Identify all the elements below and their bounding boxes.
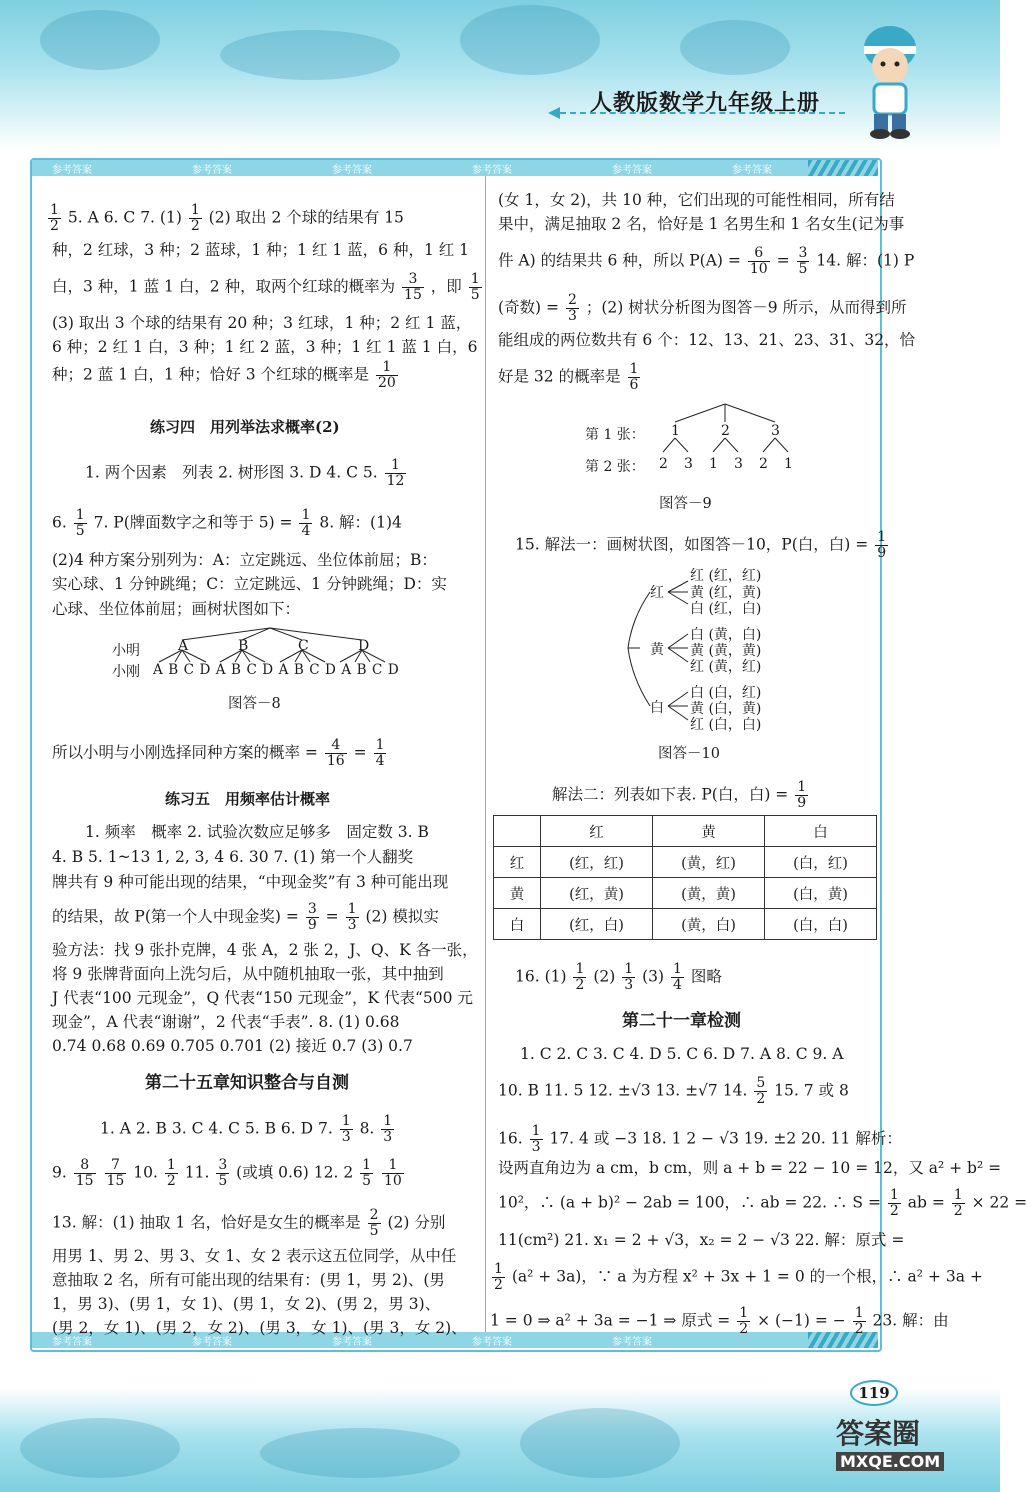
- answer-line: 16. (1) $\frac{1}{2}$ (2) $\frac{1}{3}$ (3) $\frac{1}{4}$ 图略: [515, 961, 722, 993]
- answer-line: 13. 解：(1) 抽取 1 名，恰好是女生的概率是 $\frac{2}{5}$ (2) 分别: [52, 1207, 446, 1239]
- table-cell: (黄，红): [653, 847, 765, 878]
- chapter-heading: 第二十五章知识整合与自测: [145, 1073, 349, 1093]
- fraction: $\frac{1}{2}$: [854, 1305, 864, 1337]
- tree-leaf: 黄 (白，黄): [690, 701, 762, 717]
- strip-label: 参考答案: [192, 1337, 232, 1348]
- tree-node: 1: [671, 423, 680, 439]
- tree-node: 3: [771, 423, 780, 439]
- column-divider: [485, 176, 486, 1332]
- tree-row-label: 小明: [112, 643, 140, 659]
- page-number: 119: [850, 1380, 898, 1406]
- answer-line: 将 9 张牌背面向上洗匀后，从中随机抽取一张，其中抽到: [52, 965, 444, 983]
- tree-row-label: 第 1 张：: [585, 427, 645, 443]
- fraction: $\frac{1}{4}$: [375, 737, 385, 769]
- answer-line: 1. A 2. B 3. C 4. C 5. B 6. D 7. $\frac{1}{3}$ 8. $\frac{1}{3}$: [100, 1113, 393, 1145]
- table-row-header: 黄: [494, 878, 541, 909]
- answer-line: 4. B 5. 1~13 1, 2, 3, 4 6. 30 7. (1) 第一个人翻奖: [52, 848, 414, 866]
- mascot-icon: [850, 20, 930, 140]
- tree-node: D: [358, 638, 370, 654]
- answer-line: 白，3 种，1 蓝 1 白，2 种，取两个红球的概率为 $\frac{3}{15}$ ，即 $\frac{1}{5}$: [52, 271, 480, 303]
- tree-leaf: 黄 (红，黄): [690, 585, 762, 601]
- tree-node: 2: [759, 456, 768, 472]
- fraction: $\frac{1}{4}$: [673, 961, 682, 993]
- table-row: [494, 878, 877, 909]
- tree-row-label: 第 2 张：: [585, 459, 645, 475]
- answer-line: 现金”，A 代表“谢谢”，2 代表“手表”. 8. (1) 0.68: [52, 1013, 400, 1031]
- table-cell: (黄，白): [653, 909, 765, 940]
- tree-leaf: 黄 (黄，黄): [690, 643, 762, 659]
- fraction: $\frac{8}{15}$: [75, 1157, 94, 1189]
- section-heading: 练习四 用列举法求概率(2): [150, 418, 340, 436]
- watermark-url: MXQE.COM: [836, 1452, 944, 1471]
- tree-leaf: 白 (红，白): [690, 601, 762, 617]
- tree-node: 2: [659, 456, 668, 472]
- table-row-header: 白: [494, 909, 541, 940]
- tree-node: A: [178, 638, 189, 654]
- strip-label: 参考答案: [52, 165, 92, 176]
- tree-node: 3: [684, 456, 693, 472]
- table-header-cell: 黄: [653, 816, 765, 847]
- fraction: $\frac{1}{5}$: [75, 507, 85, 539]
- section-heading: 练习五 用频率估计概率: [165, 790, 331, 808]
- answer-line: 件 A) 的结果共 6 种，所以 P(A) = $\frac{6}{10}$ = $\frac{3}{5}$ 14. 解：(1) P: [498, 245, 915, 277]
- fraction: $\frac{3}{15}$: [404, 271, 422, 303]
- strip-label: 参考答案: [332, 1337, 372, 1348]
- table-cell: (红，黄): [541, 878, 653, 909]
- chapter-heading: 第二十一章检测: [622, 1011, 741, 1031]
- fraction: $\frac{1}{2}$: [889, 1187, 899, 1219]
- tree-node: B: [238, 638, 249, 654]
- watermark: [836, 1412, 944, 1471]
- fraction: $\frac{1}{5}$: [362, 1157, 372, 1189]
- answer-line: $\frac{1}{2}$ 5. A 6. C 7. (1) $\frac{1}{2}$ (2) 取出 2 个球的结果有 15: [50, 202, 404, 234]
- fraction: $\frac{1}{2}$: [166, 1157, 176, 1189]
- fraction: $\frac{1}{3}$: [383, 1113, 393, 1145]
- tree-node: 红: [650, 585, 664, 601]
- fraction: $\frac{1}{12}$: [386, 457, 405, 489]
- page-title: 人教版数学九年级上册: [590, 90, 821, 116]
- tree-node: 白: [650, 700, 664, 716]
- fraction: $\frac{1}{5}$: [470, 271, 480, 303]
- fraction: $\frac{1}{10}$: [384, 1157, 402, 1189]
- answer-line: 6 种；2 红 1 白，3 种；1 红 2 蓝，3 种；1 红 1 蓝 1 白，6: [52, 338, 478, 356]
- fraction: $\frac{1}{3}$: [347, 901, 357, 933]
- answer-line: 9. $\frac{8}{15}$ $\frac{7}{15}$ 10. $\frac{1}{2}$ 11. $\frac{3}{5}$ (或填 0.6) 12. 2 $\frac{1}{5}$ $\frac{1}{10}$: [52, 1157, 402, 1189]
- answer-line: 好是 32 的概率是 $\frac{1}{6}$: [498, 361, 639, 393]
- fraction: $\frac{4}{16}$: [326, 737, 345, 769]
- fraction: $\frac{1}{20}$: [377, 359, 396, 391]
- answer-line: $\frac{1}{2}$ (a² + 3a)，∵ a 为方程 x² + 3x + 1 = 0 的一个根，∴ a² + 3a +: [494, 1261, 983, 1293]
- fraction: $\frac{1}{3}$: [341, 1113, 351, 1145]
- tree-leaf: 白 (黄，白): [690, 627, 762, 643]
- answer-line: 0.74 0.68 0.69 0.705 0.701 (2) 接近 0.7 (3) 0.7: [52, 1037, 413, 1055]
- table-cell: (白，黄): [765, 878, 877, 909]
- answer-line: 用男 1、男 2、男 3、女 1、女 2 表示这五位同学，从中任: [52, 1247, 457, 1265]
- tree-leaves: A B C D A B C D A B C D A B C D: [153, 662, 400, 678]
- strip-label: 参考答案: [52, 1337, 92, 1348]
- table-cell: (红，白): [541, 909, 653, 940]
- figure-caption: 图答－9: [659, 496, 712, 512]
- tree-node: 3: [734, 456, 743, 472]
- table-cell: (白，红): [765, 847, 877, 878]
- tree-node: 2: [721, 423, 730, 439]
- strip-label: 参考答案: [472, 1337, 512, 1348]
- table-header-row: [494, 816, 877, 847]
- table-cell: (白，白): [765, 909, 877, 940]
- watermark-text: 答案圈: [836, 1417, 921, 1450]
- answer-line: 解法二：列表如下表. P(白，白) = $\frac{1}{9}$: [552, 779, 807, 811]
- answer-line: 15. 解法一：画树状图，如图答－10，P(白，白) = $\frac{1}{9}$: [515, 529, 887, 561]
- tree-node: C: [298, 638, 309, 654]
- fraction: $\frac{1}{9}$: [797, 779, 807, 811]
- answer-line: 1. 频率 概率 2. 试验次数应足够多 固定数 3. B: [85, 823, 429, 841]
- fraction: $\frac{1}{9}$: [877, 529, 887, 561]
- table-row: [494, 847, 877, 878]
- answer-line: 16. $\frac{1}{3}$ 17. 4 或 −3 18. 1 2 − √3 19. ±2 20. 11 解析：: [498, 1123, 902, 1155]
- tree-leaf: 白 (白，红): [690, 685, 762, 701]
- table-cell: (红，红): [541, 847, 653, 878]
- fraction: $\frac{1}{2}$: [190, 202, 200, 234]
- table-header-cell: 白: [765, 816, 877, 847]
- fraction: $\frac{1}{2}$: [494, 1261, 503, 1293]
- answer-line: (奇数) = $\frac{2}{3}$ ；(2) 树状分析图为图答－9 所示，从而得到所: [498, 292, 907, 324]
- answer-line: J 代表“100 元现金”，Q 代表“150 元现金”，K 代表“500 元: [52, 989, 473, 1007]
- answer-line: 果中，满足抽取 2 名，恰好是 1 名男生和 1 名女生(记为事: [498, 215, 905, 233]
- strip-label: 参考答案: [192, 165, 232, 176]
- answer-line: 1 = 0 ⇒ a² + 3a = −1 ⇒ 原式 = $\frac{1}{2}$ × (−1) = − $\frac{1}{2}$ 23. 解：由: [490, 1305, 949, 1337]
- strip-label: 参考答案: [612, 165, 652, 176]
- answer-line: 实心球、1 分钟跳绳；C：立定跳远、1 分钟跳绳；D：实: [52, 575, 447, 593]
- fraction: $\frac{7}{15}$: [106, 1157, 125, 1189]
- answer-line: 种，2 红球，3 种；2 蓝球，1 种；1 红 1 蓝，6 种，1 红 1: [52, 241, 470, 259]
- table-cell: (黄，黄): [653, 878, 765, 909]
- answer-line: 验方法：找 9 张扑克牌，4 张 A，2 张 2，J、Q、K 各一张，: [52, 941, 478, 959]
- header-arrow-icon: [548, 107, 560, 119]
- fraction: $\frac{1}{3}$: [624, 961, 634, 993]
- fraction: $\frac{1}{4}$: [301, 507, 311, 539]
- table-header-cell: 红: [541, 816, 653, 847]
- answer-line: 6. $\frac{1}{5}$ 7. P(牌面数字之和等于 5) = $\frac{1}{4}$ 8. 解：(1)4: [52, 507, 402, 539]
- answer-line: (2)4 种方案分别列为：A：立定跳远、坐位体前屈；B：: [52, 551, 437, 569]
- table-row-header: 红: [494, 847, 541, 878]
- table-cell: [494, 816, 541, 847]
- fraction: $\frac{5}{2}$: [756, 1075, 766, 1107]
- answer-line: (女 1，女 2)，共 10 种，它们出现的可能性相同，所有结: [498, 191, 895, 209]
- figure-caption: 图答－8: [228, 696, 281, 712]
- fraction: $\frac{3}{5}$: [218, 1157, 228, 1189]
- answer-line: 牌共有 9 种可能出现的结果，“中现金奖”有 3 种可能出现: [52, 873, 449, 891]
- answer-line: 的结果，故 P(第一个人中现金奖) = $\frac{3}{9}$ = $\frac{1}{3}$ (2) 模拟实: [52, 901, 439, 933]
- outcome-table: [493, 815, 877, 940]
- answer-line: 设两直角边为 a cm，b cm，则 a + b = 22 − 10 = 12，又 a² + b² =: [498, 1159, 1002, 1177]
- fraction: $\frac{3}{5}$: [798, 245, 808, 277]
- fraction: $\frac{2}{5}$: [369, 1207, 379, 1239]
- answer-line: 10. B 11. 5 12. ±√3 13. ±√7 14. $\frac{5}{2}$ 15. 7 或 8: [498, 1075, 849, 1107]
- answer-line: 心球、坐位体前屈；画树状图如下：: [52, 600, 301, 618]
- answer-line: (3) 取出 3 个球的结果有 20 种；3 红球，1 种；2 红 1 蓝，: [52, 314, 472, 332]
- answer-line: 10²，∴ (a + b)² − 2ab = 100，∴ ab = 22. ∴ S = $\frac{1}{2}$ ab = $\frac{1}{2}$ × 22 =: [498, 1187, 1027, 1219]
- answer-line: 所以小明与小刚选择同种方案的概率 = $\frac{4}{16}$ = $\frac{1}{4}$: [52, 737, 385, 769]
- tree-row-label: 小刚: [112, 664, 140, 680]
- answer-line: 1. 两个因素 列表 2. 树形图 3. D 4. C 5. $\frac{1}{12}$: [85, 457, 405, 489]
- figure-caption: 图答－10: [658, 746, 720, 762]
- tree-leaf: 红 (黄，红): [690, 659, 762, 675]
- strip-label: 参考答案: [472, 165, 512, 176]
- tree-node: 黄: [650, 642, 664, 658]
- top-strip: [32, 160, 878, 176]
- fraction: $\frac{1}{6}$: [629, 361, 639, 393]
- tree-node: 1: [784, 456, 793, 472]
- answer-line: 1. C 2. C 3. C 4. D 5. C 6. D 7. A 8. C 9. A: [520, 1045, 844, 1063]
- strip-label: 参考答案: [732, 165, 772, 176]
- tree-leaf: 红 (白，白): [690, 717, 762, 733]
- fraction: $\frac{1}{3}$: [531, 1123, 541, 1155]
- table-row: [494, 909, 877, 940]
- fraction: $\frac{1}{2}$: [575, 961, 585, 993]
- strip-label: 参考答案: [612, 1337, 652, 1348]
- fraction: $\frac{6}{10}$: [749, 245, 768, 277]
- fraction: $\frac{1}{2}$: [739, 1305, 749, 1337]
- answer-line: 11(cm²) 21. x₁ = 2 + √3，x₂ = 2 − √3 22. 解：原式 =: [498, 1231, 905, 1249]
- tree-node: 1: [709, 456, 718, 472]
- strip-label: 参考答案: [332, 165, 372, 176]
- answer-line: 能组成的两位数共有 6 个：12、13、21、23、31、32，恰: [498, 331, 916, 349]
- tree-leaf: 红 (红，红): [690, 568, 762, 584]
- fraction: $\frac{1}{2}$: [50, 202, 59, 234]
- fraction: $\frac{1}{2}$: [953, 1187, 963, 1219]
- answer-line: 1，男 3)、(男 1，女 1)、(男 1，女 2)、(男 2，男 3)、: [52, 1295, 441, 1313]
- answer-line: 意抽取 2 名，所有可能出现的结果有：(男 1，男 2)、(男: [52, 1271, 445, 1289]
- fraction: $\frac{3}{9}$: [307, 901, 317, 933]
- answer-line: (男 2，女 1)、(男 2，女 2)、(男 3，女 1)、(男 3，女 2)、: [52, 1319, 467, 1337]
- answer-line: 种；2 蓝 1 白，1 种；恰好 3 个红球的概率是 $\frac{1}{20}$: [52, 359, 396, 391]
- fraction: $\frac{2}{3}$: [567, 292, 577, 324]
